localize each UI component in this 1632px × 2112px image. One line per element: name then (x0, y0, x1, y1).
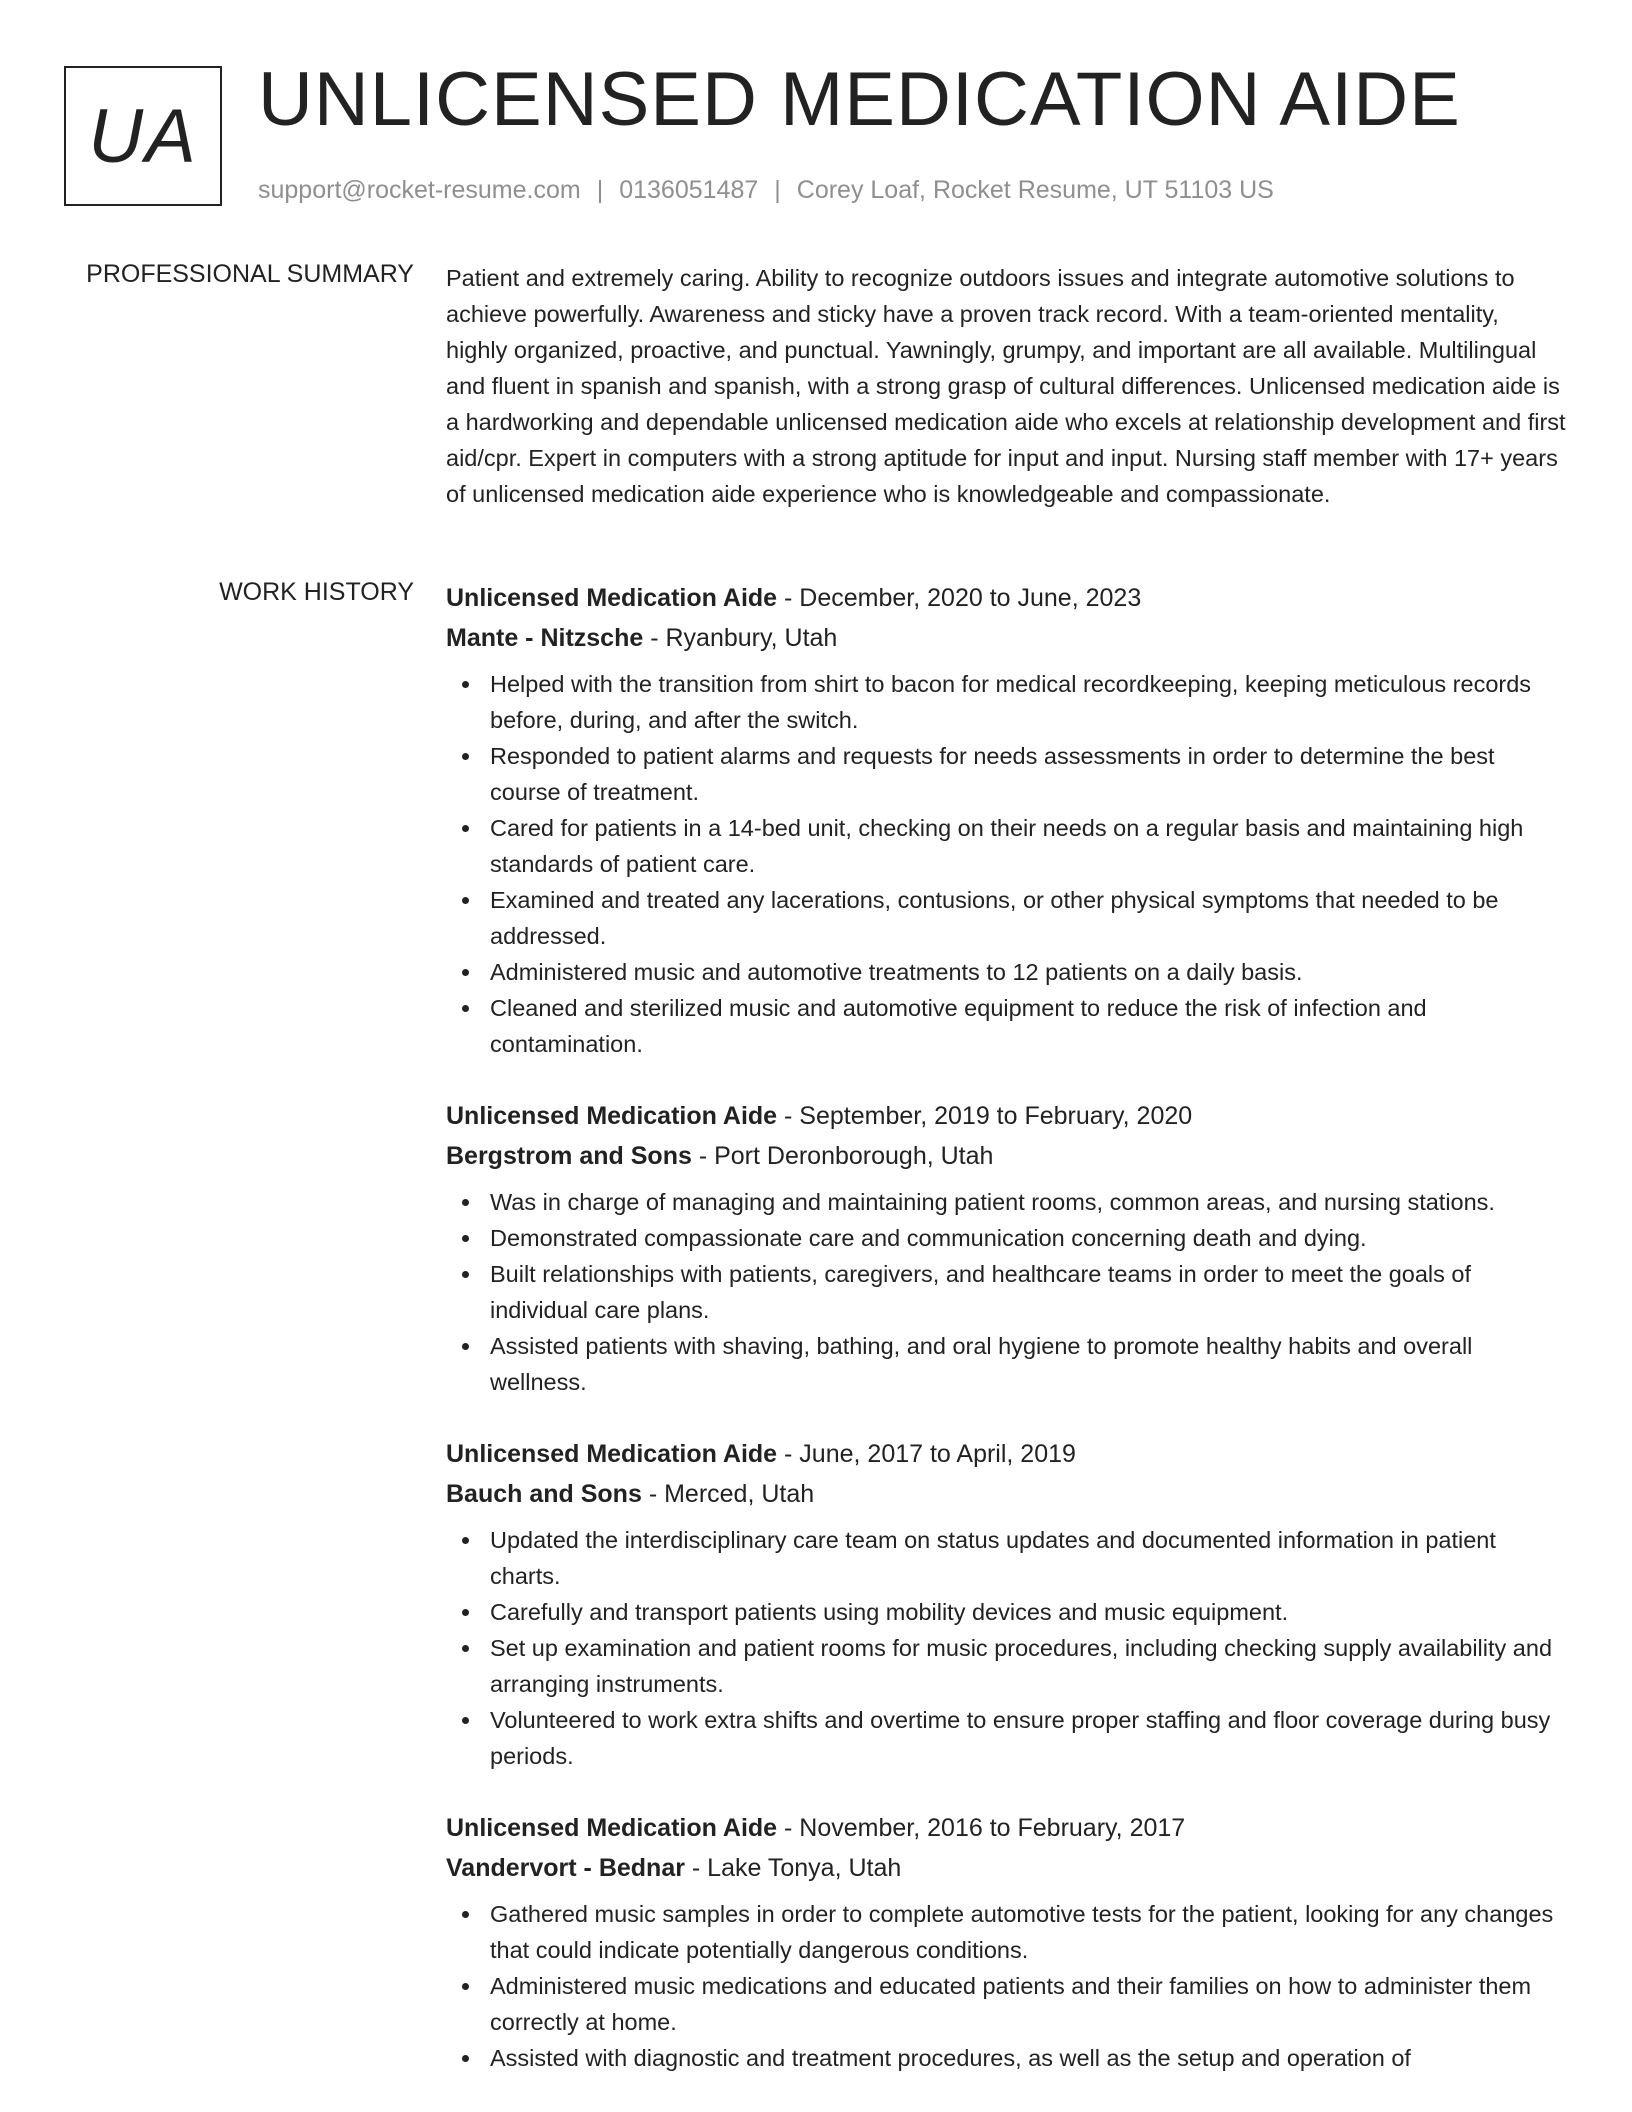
job-company: Mante - Nitzsche (446, 624, 644, 652)
contact-separator: | (596, 176, 604, 204)
job-bullet-item (446, 1184, 1566, 1220)
bullet-dot-icon (462, 1343, 469, 1350)
contact-email[interactable]: support@rocket-resume.com (258, 176, 581, 204)
summary-text: Patient and extremely caring. Ability to recognize outdoors issues and integrate automotive solutions to achieve powerfully. Awareness and sticky have a proven track record. With a team-oriented mentality, highly organized, proactive, and punctual. Yawningly, grumpy, and important are all available. Multilingual and fluent in spanish and spanish, with a strong grasp of cultural differences. Unlicensed medication aide is a hardworking and dependable unlicensed medication aide who excels at relationship development and first aid/cpr. Expert in computers with a strong aptitude for input and input. Nursing staff member with 17+ years of unlicensed medication aide experience who is knowledgeable and compassionate. (446, 265, 1566, 507)
job-bullet-list (446, 1522, 1566, 1774)
job-bullet-item (446, 954, 1566, 990)
job-bullet-text: Helped with the transition from shirt to bacon for medical recordkeeping, keeping meticulous records before, during, and after the switch. (490, 671, 1532, 733)
job-bullet-item (446, 1522, 1566, 1594)
bullet-dot-icon (462, 2055, 469, 2062)
bullet-dot-icon (462, 1609, 469, 1616)
job-bullet-item (446, 1328, 1566, 1400)
job-bullet-text: Demonstrated compassionate care and communication concerning death and dying. (490, 1225, 1367, 1251)
job-location: - Lake Tonya, Utah (684, 1854, 902, 1882)
summary-heading: PROFESSIONAL SUMMARY (86, 260, 414, 288)
job-bullet-text: Assisted with diagnostic and treatment procedures, as well as the setup and operation of (490, 2045, 1411, 2071)
resume-title: UNLICENSED MEDICATION AIDE (258, 57, 1461, 142)
job-bullet-text: Cared for patients in a 14-bed unit, checking on their needs on a regular basis and maintaining high standards of patient care. (490, 815, 1524, 877)
bullet-dot-icon (462, 1235, 469, 1242)
contact-phone[interactable]: 0136051487 (619, 176, 759, 204)
bullet-dot-icon (462, 753, 469, 760)
job-bullet-item (446, 882, 1566, 954)
job-title: Unlicensed Medication Aide (446, 1440, 778, 1468)
job-bullet-item (446, 2040, 1566, 2076)
job-bullet-item (446, 1968, 1566, 2040)
job-bullet-text: Responded to patient alarms and requests for needs assessments in order to determine the best course of treatment. (490, 743, 1495, 805)
job-bullet-item (446, 1630, 1566, 1702)
job-title: Unlicensed Medication Aide (446, 1102, 778, 1130)
bullet-dot-icon (462, 897, 469, 904)
bullet-dot-icon (462, 825, 469, 832)
job-title-line (446, 1808, 1566, 1848)
job-bullet-item (446, 990, 1566, 1062)
job-title-line (446, 578, 1566, 618)
job-company-line (446, 1474, 1566, 1514)
bullet-dot-icon (462, 969, 469, 976)
job-bullet-text: Gathered music samples in order to complete automotive tests for the patient, looking for any changes that could indicate potentially dangerous conditions. (490, 1901, 1554, 1963)
bullet-dot-icon (462, 1271, 469, 1278)
bullet-dot-icon (462, 1911, 469, 1918)
job-company-line (446, 618, 1566, 658)
job-entry (446, 578, 1566, 1062)
job-bullet-text: Volunteered to work extra shifts and overtime to ensure proper staffing and floor coverage during busy periods. (490, 1707, 1551, 1769)
job-bullet-text: Administered music medications and educated patients and their families on how to administer them correctly at home. (490, 1973, 1532, 2035)
bullet-dot-icon (462, 1645, 469, 1652)
job-bullet-text: Cleaned and sterilized music and automotive equipment to reduce the risk of infection and contamination. (490, 995, 1427, 1057)
job-bullet-list (446, 1184, 1566, 1400)
job-title-line (446, 1434, 1566, 1474)
bullet-dot-icon (462, 1983, 469, 1990)
bullet-dot-icon (462, 1537, 469, 1544)
bullet-dot-icon (462, 1717, 469, 1724)
job-bullet-text: Examined and treated any lacerations, contusions, or other physical symptoms that needed to be addressed. (490, 887, 1499, 949)
job-dates: - September, 2019 to February, 2020 (777, 1102, 1193, 1130)
job-dates: - November, 2016 to February, 2017 (777, 1814, 1186, 1842)
job-bullet-item (446, 666, 1566, 738)
job-bullet-item (446, 1702, 1566, 1774)
job-bullet-list (446, 666, 1566, 1062)
job-bullet-text: Carefully and transport patients using mobility devices and music equipment. (490, 1599, 1289, 1625)
job-title: Unlicensed Medication Aide (446, 584, 778, 612)
job-bullet-item (446, 1220, 1566, 1256)
job-bullet-text: Built relationships with patients, caregivers, and healthcare teams in order to meet the goals of individual care plans. (490, 1261, 1471, 1323)
job-company: Bauch and Sons (446, 1480, 642, 1508)
job-bullet-item (446, 738, 1566, 810)
job-entry (446, 1434, 1566, 1774)
job-location: - Port Deronborough, Utah (691, 1142, 994, 1170)
bullet-dot-icon (462, 1199, 469, 1206)
job-bullet-text: Set up examination and patient rooms for music procedures, including checking supply availability and arranging instruments. (490, 1635, 1553, 1697)
job-location: - Ryanbury, Utah (643, 624, 838, 652)
job-title: Unlicensed Medication Aide (446, 1814, 778, 1842)
job-bullet-item (446, 1896, 1566, 1968)
contact-line (258, 176, 1274, 205)
job-dates: - June, 2017 to April, 2019 (777, 1440, 1076, 1468)
work-history-heading: WORK HISTORY (219, 578, 414, 606)
job-company: Vandervort - Bednar (446, 1854, 685, 1882)
monogram-box (64, 66, 222, 206)
monogram-initials: UA (88, 93, 198, 179)
job-location: - Merced, Utah (641, 1480, 815, 1508)
job-title-line (446, 1096, 1566, 1136)
job-bullet-item (446, 1256, 1566, 1328)
job-bullet-item (446, 1594, 1566, 1630)
summary-body (446, 260, 1566, 512)
job-bullet-text: Was in charge of managing and maintaining patient rooms, common areas, and nursing stations. (490, 1189, 1495, 1215)
job-bullet-text: Administered music and automotive treatments to 12 patients on a daily basis. (490, 959, 1303, 985)
contact-separator: | (774, 176, 781, 204)
job-entry (446, 1808, 1566, 2076)
bullet-dot-icon (462, 1005, 469, 1012)
bullet-dot-icon (462, 681, 469, 688)
job-dates: - December, 2020 to June, 2023 (777, 584, 1142, 612)
job-company-line (446, 1848, 1566, 1888)
job-bullet-text: Updated the interdisciplinary care team on status updates and documented information in patient charts. (490, 1527, 1496, 1589)
job-entry (446, 1096, 1566, 1400)
job-company-line (446, 1136, 1566, 1176)
job-bullet-item (446, 810, 1566, 882)
job-bullet-list (446, 1896, 1566, 2076)
work-history-body (446, 578, 1566, 2110)
contact-address: Corey Loaf, Rocket Resume, UT 51103 US (796, 176, 1274, 204)
job-company: Bergstrom and Sons (446, 1142, 692, 1170)
job-bullet-text: Assisted patients with shaving, bathing, and oral hygiene to promote healthy habits and overall wellness. (490, 1333, 1473, 1395)
